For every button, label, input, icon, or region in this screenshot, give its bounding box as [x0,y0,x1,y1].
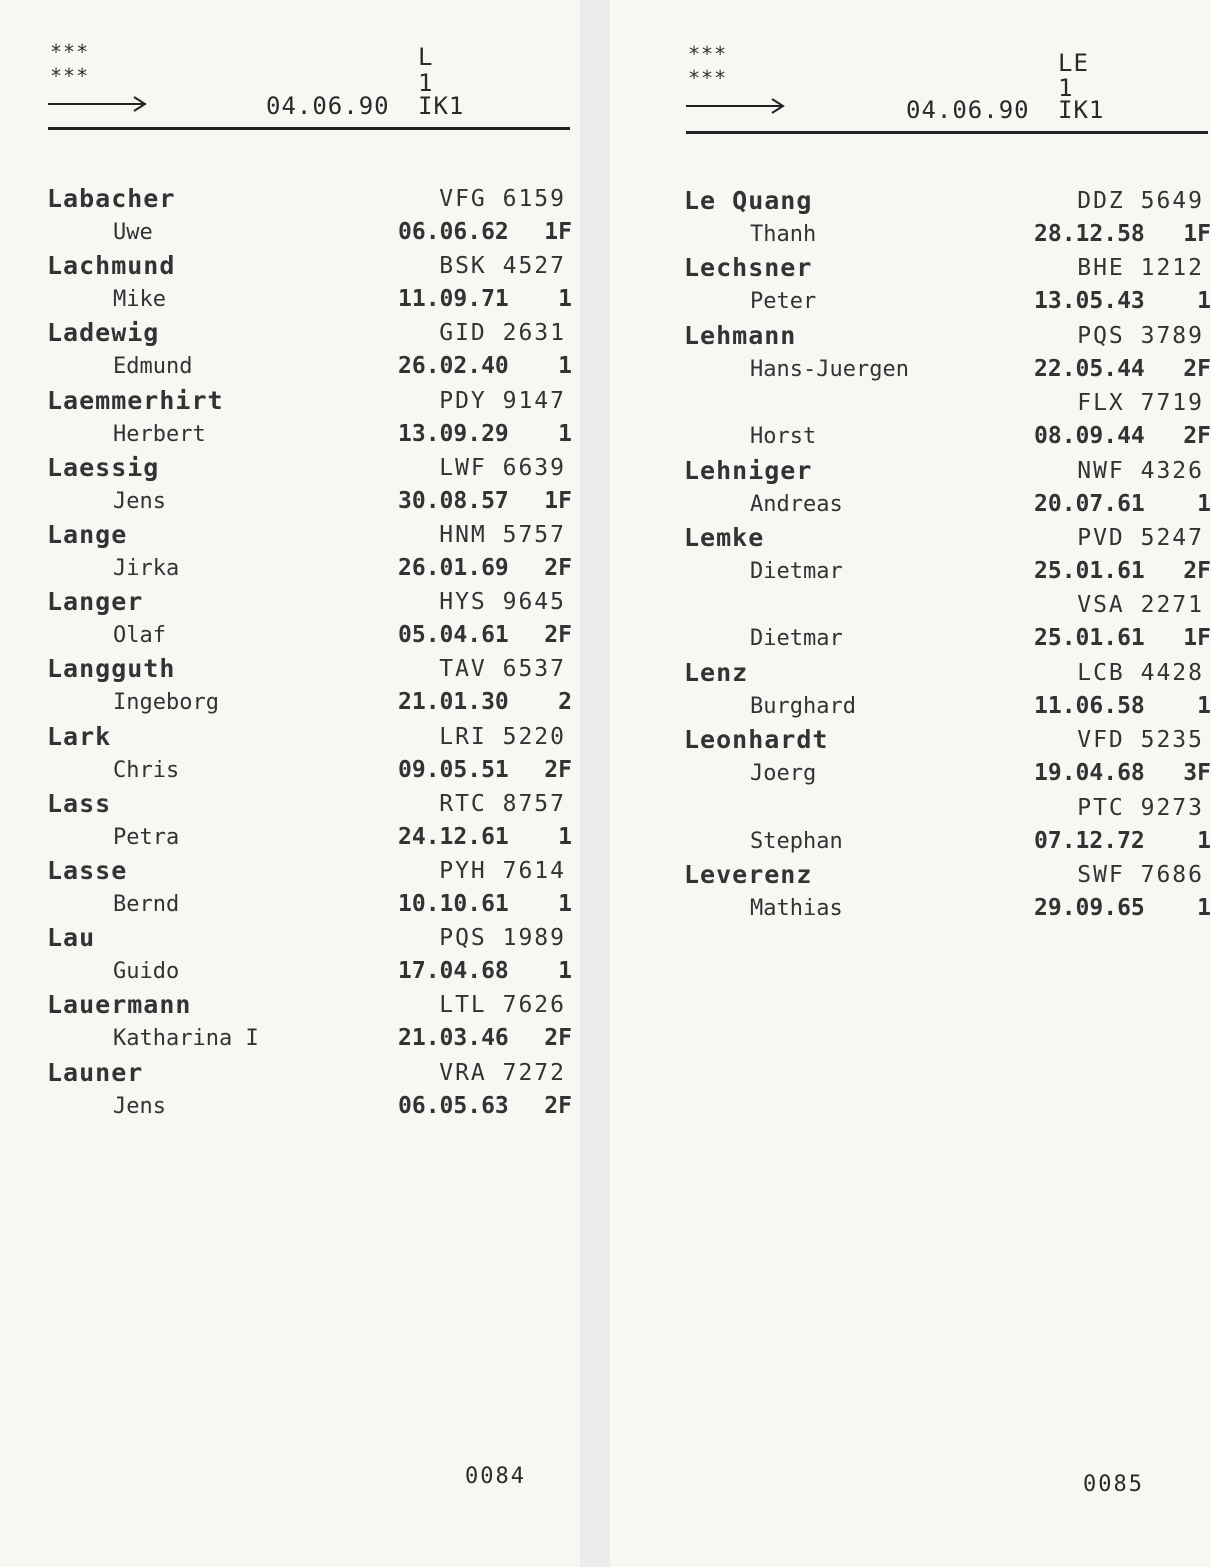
entry-firstname: Thanh [750,222,817,247]
entry-date: 13.05.43 [1034,288,1145,315]
entry-date: 10.10.61 [398,891,509,917]
entry-code: NWF 4326 [1077,457,1204,484]
entry-surname: Lenz [684,657,749,687]
entry-class: 2F [544,555,572,581]
entry-surname: Lachmund [47,251,176,281]
list-item [0,184,580,251]
entry-class: 1 [558,286,572,313]
entry-class: 1 [1197,692,1211,719]
entry-code: DDZ 5649 [1077,188,1204,214]
list-item [610,590,1211,657]
entry-surname: Lehmann [684,320,797,350]
left-stars-line-1: *** [50,40,90,64]
entry-firstname: Mike [113,287,166,313]
entry-date: 28.12.58 [1034,221,1145,247]
entry-code: HNM 5757 [439,522,566,548]
list-item [0,654,580,721]
entry-surname: Lark [47,721,112,751]
left-page-number: 0084 [465,1464,526,1489]
entry-date: 26.01.69 [398,555,509,581]
list-item [0,386,580,453]
entry-class: 1 [1197,288,1211,315]
entry-code: SWF 7686 [1077,862,1204,888]
list-item [610,658,1211,725]
entry-firstname: Mathias [750,896,843,921]
entry-class: 1 [558,420,572,447]
entry-firstname: Stephan [750,828,843,854]
entry-class: 3F [1183,760,1211,787]
entry-class: 2F [544,1025,572,1052]
entry-class: 1F [1183,221,1211,247]
entry-firstname: Jirka [113,556,180,581]
entry-date: 13.09.29 [398,420,509,447]
left-page [0,0,580,1567]
entry-firstname: Herbert [113,421,206,447]
entry-class: 2F [1183,423,1211,450]
list-item [0,453,580,520]
entry-date: 06.06.62 [398,219,509,245]
entry-class: 1 [1197,490,1211,517]
list-item [0,923,580,990]
entry-code: VRA 7272 [439,1059,566,1086]
arrow-icon [686,96,786,116]
entry-firstname: Chris [113,757,180,783]
entry-date: 05.04.61 [398,622,509,649]
entry-firstname: Hans-Juergen [750,356,909,382]
left-stars-line-2: *** [50,64,90,88]
list-item [0,990,580,1057]
arrow-icon [48,94,148,114]
entry-code: GID 2631 [439,320,566,347]
list-item [610,725,1211,792]
entry-surname: Laessig [47,452,160,482]
list-item [0,251,580,318]
left-header-date: 04.06.90 [266,92,390,120]
list-item [610,860,1211,927]
entry-firstname: Katharina I [113,1026,259,1052]
entry-code: PYH 7614 [439,858,566,884]
entry-surname: Lass [47,788,112,818]
right-page-number: 0085 [1083,1472,1144,1497]
entry-surname: Langer [47,587,144,617]
entry-code: LCB 4428 [1077,659,1204,686]
entry-firstname: Jens [113,1093,166,1119]
list-item [610,186,1211,253]
entry-date: 29.09.65 [1034,895,1145,921]
entry-firstname: Bernd [113,892,180,917]
list-item [610,523,1211,590]
entry-class: 2F [1183,355,1211,382]
entry-firstname: Dietmar [750,626,843,652]
list-item [610,253,1211,320]
entry-code: LRI 5220 [439,723,566,750]
entry-date: 06.05.63 [398,1092,509,1119]
entry-firstname: Petra [113,824,180,850]
entry-code: PDY 9147 [439,387,566,414]
entry-firstname: Guido [113,959,180,985]
right-index-letter: LE [1058,49,1089,77]
list-item [0,856,580,923]
entry-surname: Lechsner [684,253,813,283]
left-header-rule [48,127,570,130]
list-item [0,722,580,789]
entry-date: 22.05.44 [1034,355,1145,382]
entry-firstname: Jens [113,488,166,514]
right-header-date: 04.06.90 [906,96,1030,124]
entry-surname: Leverenz [684,860,813,889]
entry-date: 09.05.51 [398,756,509,783]
entry-firstname: Andreas [750,491,843,517]
entry-surname: Le Quang [684,186,813,215]
entry-class: 1 [558,353,572,380]
entry-class: 1 [1197,895,1211,921]
entry-firstname: Horst [750,424,817,450]
entry-surname: Langguth [47,654,176,684]
entry-date: 26.02.40 [398,353,509,380]
entry-surname: Lau [47,923,96,953]
list-item [610,321,1211,388]
right-page [610,0,1211,1567]
list-item [0,520,580,587]
list-item [0,587,580,654]
entry-date: 21.01.30 [398,689,509,716]
entry-class: 2F [544,1092,572,1119]
left-index-number: 1 [418,69,434,97]
entry-firstname: Edmund [113,354,193,380]
entry-surname: Labacher [47,184,176,213]
right-stars-line-2: *** [688,66,728,90]
entry-date: 11.09.71 [398,286,509,313]
entry-class: 1F [544,487,572,514]
entry-code: BSK 4527 [439,253,566,280]
left-header-system: IK1 [418,92,465,120]
entry-code: PQS 3789 [1077,322,1204,349]
entry-class: 2F [544,622,572,649]
left-index-letter: L [418,43,434,71]
entry-code: PQS 1989 [439,925,566,952]
entry-date: 08.09.44 [1034,423,1145,450]
entry-class: 2 [558,689,572,716]
entry-code: FLX 7719 [1077,390,1204,417]
entry-class: 1F [1183,625,1211,652]
entry-firstname: Uwe [113,220,153,245]
entry-date: 24.12.61 [398,823,509,850]
list-item [610,456,1211,523]
entry-code: VFG 6159 [439,186,566,212]
entry-code: RTC 8757 [439,790,566,817]
entry-code: VSA 2271 [1077,592,1204,619]
entry-class: 1 [558,823,572,850]
entry-surname: Lasse [47,856,128,885]
entry-class: 1 [558,958,572,985]
entry-date: 11.06.58 [1034,692,1145,719]
list-item [0,1058,580,1125]
entry-surname: Lemke [684,523,765,552]
entry-firstname: Joerg [750,761,817,787]
entry-code: PVD 5247 [1077,525,1204,551]
entry-surname: Launer [47,1057,144,1087]
entry-class: 1 [558,891,572,917]
entry-surname: Ladewig [47,318,160,348]
list-item [0,789,580,856]
list-item [610,388,1211,455]
entry-class: 2F [544,756,572,783]
entry-code: VFD 5235 [1077,727,1204,754]
entry-firstname: Ingeborg [113,690,219,716]
entry-date: 20.07.61 [1034,490,1145,517]
entry-surname: Laemmerhirt [47,385,224,415]
entry-class: 1 [1197,827,1211,854]
entry-surname: Lehniger [684,455,813,485]
entry-code: LWF 6639 [439,454,566,481]
list-item [0,318,580,385]
entry-class: 2F [1183,558,1211,584]
entry-class: 1F [544,219,572,245]
right-stars-line-1: *** [688,42,728,66]
entry-date: 25.01.61 [1034,625,1145,652]
entry-firstname: Burghard [750,693,856,719]
entry-date: 30.08.57 [398,487,509,514]
entry-date: 19.04.68 [1034,760,1145,787]
entry-date: 07.12.72 [1034,827,1145,854]
entry-code: LTL 7626 [439,992,566,1019]
entry-code: HYS 9645 [439,589,566,616]
entry-surname: Leonhardt [684,725,829,755]
entry-code: BHE 1212 [1077,255,1204,282]
entry-surname: Lauermann [47,990,192,1020]
entry-surname: Lange [47,520,128,549]
entry-code: TAV 6537 [439,656,566,683]
entry-firstname: Olaf [113,623,166,649]
entry-firstname: Peter [750,289,817,315]
list-item [610,793,1211,860]
right-header-system: IK1 [1058,96,1105,124]
entry-date: 25.01.61 [1034,558,1145,584]
entry-code: PTC 9273 [1077,794,1204,821]
entry-firstname: Dietmar [750,559,843,584]
right-header-rule [686,131,1208,134]
entry-date: 17.04.68 [398,958,509,985]
entry-date: 21.03.46 [398,1025,509,1052]
right-index-number: 1 [1058,74,1074,102]
